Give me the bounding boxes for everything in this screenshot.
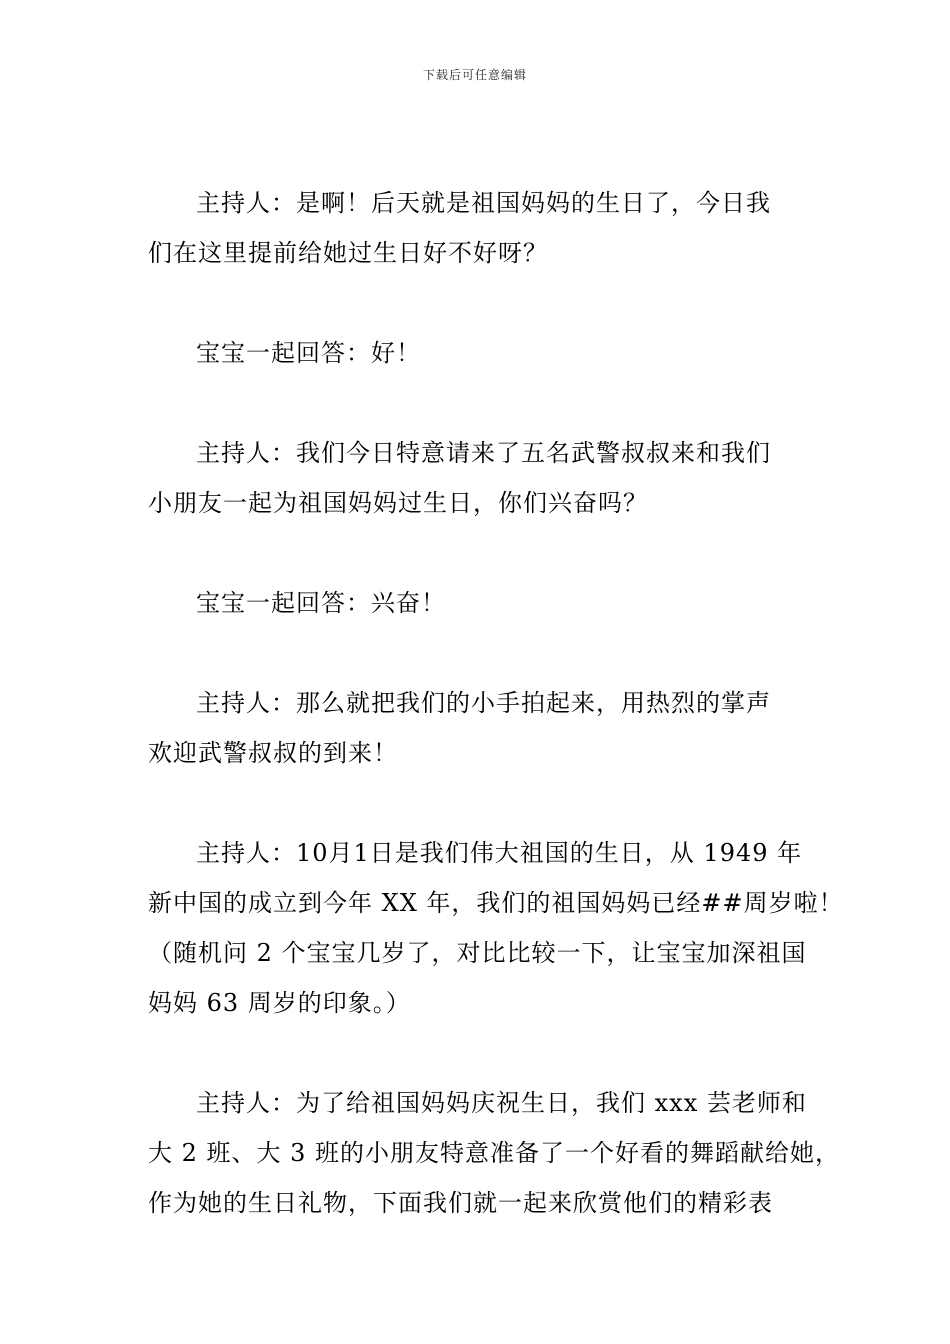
paragraph-kids-answer-2 — [148, 578, 808, 628]
paragraph-kids-answer-1 — [148, 328, 808, 378]
text-line: 小朋友一起为祖国妈妈过生日，你们兴奋吗？ — [148, 489, 648, 517]
text-line: 大 2 班、大 3 班的小朋友特意准备了一个好看的舞蹈献给她， — [148, 1139, 841, 1167]
text-line: 作为她的生日礼物，下面我们就一起来欣赏他们的精彩表 — [148, 1189, 773, 1217]
text-line: 宝宝一起回答：兴奋！ — [196, 589, 446, 617]
paragraph-host-dance — [148, 1078, 841, 1228]
text-line: 新中国的成立到今年 XX 年，我们的祖国妈妈已经##周岁啦！ — [148, 889, 844, 917]
document-body — [148, 178, 844, 1278]
page-header: 下载后可任意编辑 — [422, 68, 527, 82]
text-line: 宝宝一起回答：好！ — [196, 339, 421, 367]
text-line: 主持人：那么就把我们的小手拍起来，用热烈的掌声 — [196, 689, 771, 717]
text-line: 主持人：为了给祖国妈妈庆祝生日，我们 xxx 芸老师和 — [196, 1089, 807, 1117]
text-line: （随机问 2 个宝宝几岁了，对比比较一下，让宝宝加深祖国 — [148, 939, 807, 967]
text-line: 们在这里提前给她过生日好不好呀？ — [148, 239, 548, 267]
text-line: 主持人：是啊！后天就是祖国妈妈的生日了，今日我 — [196, 189, 771, 217]
paragraph-host-applause — [148, 678, 808, 778]
text-line: 主持人：我们今日特意请来了五名武警叔叔来和我们 — [196, 439, 771, 467]
text-line: 欢迎武警叔叔的到来！ — [148, 739, 398, 767]
paragraph-host-guests — [148, 428, 808, 528]
paragraph-host-national-day — [148, 828, 844, 1028]
paragraph-host-birthday — [148, 178, 808, 278]
text-line: 妈妈 63 周岁的印象。） — [148, 989, 411, 1017]
text-line: 主持人：10月1日是我们伟大祖国的生日，从 1949 年 — [196, 839, 803, 867]
